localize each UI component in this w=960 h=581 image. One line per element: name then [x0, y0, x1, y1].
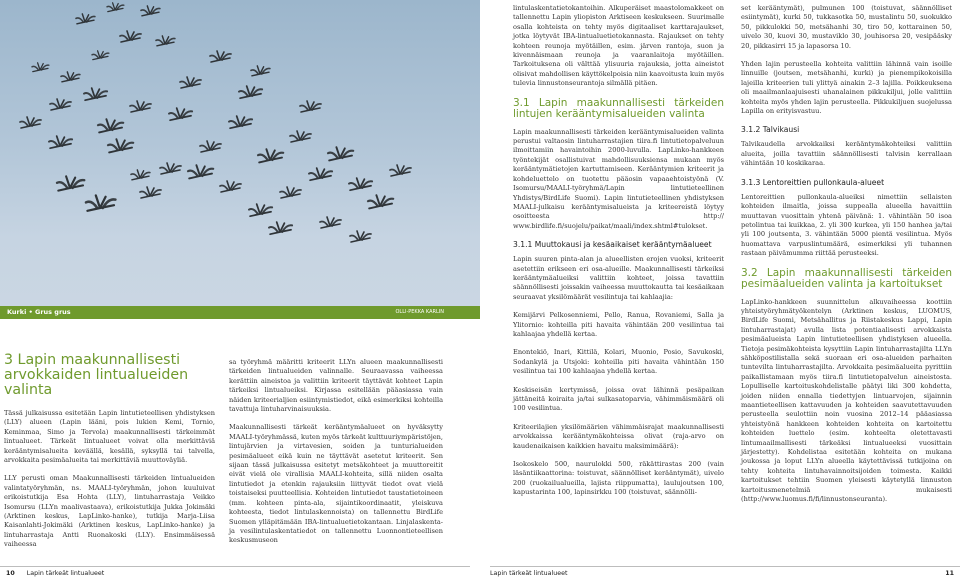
- paragraph: Tässä julkaisussa esitetään Lapin lintutieteellisen yhdistyksen (LLY) alueen (Lapin lääni, pois lukien Kemi, Tornio, Keminmaa, Simo ja Tervola) maakunnallisesti tärkeimmät lintualueet. Tärkeät lintualueet voivat olla merkittäviä kerääntymisalueita keväällä, kesällä, syksyllä tai talvella, arvokkaita pesimäalueita tai merkittäviä muuttoväyliä.: [4, 409, 215, 465]
- paragraph: Isokoskelo 500, naurulokki 500, räkättirastas 200 (vain läsäntiikaattorina: toistuvat, säännölliset kerääntymät), uivelo 200 (ruokailualueilla, lajista riippumatta), laulujoutsen 100, kapustarinta 100, lapinsirkku 100 (toistuvat, säännölli-: [513, 460, 724, 497]
- crane-silhouette: [140, 187, 161, 198]
- crane-silhouette: [32, 63, 49, 72]
- paragraph: Lapin maakunnallisesti tärkeiden kerääntymisalueiden valinta perustui valtaosin lintuharrastajien tiira.fi lintutietopalveluun ilmoittamiin havaintoihin 2000-luvulla. LapLinko-hankkeen työntekijät osallistuivat mahdollisuuksiensa mukaan myös kerääntymätietojen kartuttamiseen. Kerääntymien kriteerit ja kohdeluettelo on tuotettu pääosin vapaaehtoistyönä (V. Isomursu/MAALI-työryhmä/Lapin lintutieteellinen Yhdistys/BirdLife Suomi). Lapin lintutieteellinen yhdistyksen MAALI-julkaisu kerääntymisalueista ja kriteereistä löytyy osoitteesta http:// www.birdlife.fi/suojelu/paikat/maali/index.shtml#tulokset.: [513, 127, 724, 230]
- section-heading-3-1-2: 3.1.2 Talvikausi: [741, 125, 800, 135]
- crane-silhouette: [258, 149, 283, 162]
- page-number: 11: [945, 570, 954, 577]
- paragraph: Lapin suuren pinta-alan ja alueellisten erojen vuoksi, kriteerit asetettiin erikseen eri osa-alueille. Maakunnallisesti tärkeiksi kerääntymäalueiksi valittiin kohteet, joissa tavattiin säännöllisesti joissakin vaiheessa muuttokautta tai kesäaikaan seuraavat yksilömäärät vesilintuja tai kahlaajia:: [513, 255, 724, 301]
- cranes-photo: [0, 0, 480, 318]
- crane-silhouette: [156, 36, 175, 46]
- crane-silhouette: [280, 187, 301, 198]
- crane-silhouette: [61, 72, 80, 82]
- section-heading-3-1: 3.1 Lapin maakunnallisesti tärkeiden lintujen kerääntymisalueiden valinta: [513, 96, 724, 121]
- crane-silhouette: [49, 136, 72, 148]
- crane-silhouette: [92, 51, 109, 60]
- footer-title: Lapin tärkeät lintualueet: [490, 570, 568, 577]
- left-footer: [6, 570, 104, 577]
- paragraph: Kriteerilajien yksilömäärien vähimmäisrajat maakunnallisesti arvokkaissa kerääntymäkohteissa olivat (raja-arvo on kaudenaikaisen kaikkien havaitu maksimimäärä):: [513, 422, 724, 450]
- crane-silhouette: [309, 168, 332, 180]
- crane-silhouette: [350, 231, 371, 242]
- footer-rule: [490, 566, 960, 567]
- crane-silhouette: [130, 101, 151, 112]
- photo-caption: Kurki • Grus grus: [7, 308, 71, 316]
- flying-cranes-illustration: [0, 0, 480, 318]
- crane-silhouette: [328, 147, 353, 160]
- right-column-1: [513, 4, 724, 507]
- crane-silhouette: [300, 101, 321, 112]
- crane-silhouette: [86, 195, 115, 210]
- paragraph: Enontekiö, Inari, Kittilä, Kolari, Muonio, Posio, Savukoski, Sodankylä ja Utsjoki: kohteilla piti havaita vähintään 150 vesilintua tai 100 kahlaajaa yhdellä kertaa.: [513, 348, 724, 376]
- photo-caption-bar: [0, 306, 480, 319]
- paragraph: Yhden lajin perusteella kohteita valittiin lähinnä vain isoille linnuille (joutsen, metsähanhi, kurki) ja pienempikokoisilla lajeilla kriteerien tuli ylittyä ainakin 2–3 lajilla. Poikkeuksena oli maailmanlaajuisesti uhanalainen pikkukiljui, jolle valittiin kohteita myös yhden lajin perusteella. Pikkukiljuen suojelussa Lapilla on erityisvastuu.: [741, 60, 952, 116]
- crane-silhouette: [269, 222, 292, 234]
- crane-silhouette: [108, 139, 133, 152]
- crane-silhouette: [320, 217, 341, 228]
- section-heading-3-1-3: 3.1.3 Lentoreittien pullonkaula-alueet: [741, 177, 885, 187]
- paragraph: Maakunnallisesti tärkeät kerääntymäalueet on hyväksytty MAALI-työryhmässä, kuten myös tärkeät kulttuuriympäristöjen, lintujärvien ja virtavesien, soiden ja tunturialueiden pesimäalueet eikä kuin ne täyttävät asetetut kriteerit. Sen sijaan tässä julkaisussa esitetyt metsäkohteet ja muuttoreitit eivät vielä ole virallisia MAALI-kohteita, sillä niiden osalta lintutiedot ja etenkin rajauksiin liittyvät tiedot ovat vielä toistaiseksi puutteellisia. Kohteiden lintutiedot taustatietoineen (mm. kohteen pinta-ala, sijaintikoordinaatit, yleiskuva kohteesta, tiedot lintulaskennoista) on tallennettu BirdLife Suomen ylläpitämään IBA-lintualuetietokantaan. Linjalaskenta- ja vesilintulaskentatiedot on tallennettu Luonnontieteellisen keskusmuseon: [229, 423, 443, 545]
- footer-rule: [0, 566, 470, 567]
- footer-title: Lapin tärkeät lintualueet: [26, 570, 105, 577]
- crane-silhouette: [188, 165, 213, 178]
- paragraph: Lentoreittien pullonkaula-alueiksi nimettiin sellaisten kohteiden ilmaitla, joissa suppealla alueella havaittiin muuttavan vuosittain yhtenä päivänä: 1. vähintään 50 isoa petolintua tai kuikkaa, 2. yli 300 kurkea, yli 150 hanhea ja/tai yli 100 joutsenta, 3. vähintään 5000 pientä vesilintua. Myös huomattava varpuslintumäärä, esimerkiksi yli tuhannen rastaan päivämumma riittää perusteeksi.: [741, 192, 952, 258]
- crane-silhouette: [84, 88, 107, 100]
- paragraph: set kerääntymät), pulmunen 100 (toistuvat, säännölliset esiintymät), kurki 50, tukkasotka 50, mustalintu 50, suokukko 50, pikkulokki 50, metsähanhi 30, tiro 50, kottarainen 50, uivelo 30, kuovi 30, mustaviklo 30, jouhisorsa 20, vesipääsky 20, pikkasirri 15 ja lapasorsa 10.: [741, 4, 952, 50]
- page-number: 10: [6, 570, 15, 577]
- crane-silhouette: [141, 6, 160, 16]
- crane-silhouette: [290, 131, 311, 142]
- chapter-title: 3 Lapin maakunnallisesti arvokkaiden lintualueiden valinta: [4, 352, 189, 398]
- crane-silhouette: [220, 181, 241, 192]
- paragraph: LapLinko-hankkeen suunnittelun alkuvaiheessa koottiin yhteistyöryhmätyökentelyn (Arktinen keskus, LUOMUS, BirdLife Suomi, Metsähallitus ja Riistakeskus Lappi, Lapin lintuharrastajat) avulla lista potentiaalisesti arvokkaista pesimäalueista Lapin lintutieteellisen yhdistyksen alueella. Tietoja pesimäkohteista kysyttiin Lapin lintuharrastajilta LLYn sähköpostilistalla sekä suoraan eri osa-alueiden parhaiten tuntevilta lintuharrastajilta. Arvokkaita pesimäalueita pyrittiin paikallistamaan myös tiira.fi lintutietopalvelun aineistosta. Lopulliselle kartoituskohdelistalle päätyi liki 300 kohdetta, joiden niiden ennalla tiedettyjen lintuarvojen, sijainnin maantieteellisen kattavuuden ja kohteiden saavutettavuuden perusteella seulottiin noin vuosina 2012–14 pääasiassa yhteistyönä hankkeen kohteiden kohteita on kartoitettu kohteiden luettelo (esim. kohteelta oletettavasti lintumaailmallisesti tärkeäksi lintualueeksi vuosittain järjestetty). Kohdelistaa esitetään kohteita on mukana joukossa ja loput LLYn alueella käytettävissä tutkijoina on tehty kohteita lintuhavainnoitsijoiden toimesta. Kaikki kartoitukset tehtiin Suomen yleisesti käytetyllä linnuston kartoitusmenetelmiä mukaisesti (http://www.luomus.fi/fi/linnustonseuranta).: [741, 297, 952, 504]
- crane-silhouette: [120, 31, 141, 42]
- crane-silhouette: [349, 178, 372, 190]
- crane-silhouette: [98, 119, 123, 132]
- paragraph: Talvikaudella arvokkaiksi kerääntymäkohteiksi valittiin alueita, joilla tavattiin säännöllisesti talvisin kerrallaan vähintään 10 koskikaraa.: [741, 140, 952, 168]
- crane-silhouette: [229, 116, 252, 128]
- paragraph: Keskiseisän kertymissä, joissa ovat lähinnä pesäpaikan jättäneitä koiraita ja/tai sulkasatoparvia, vähimmäismäärä oli 100 vesilintua.: [513, 385, 724, 413]
- crane-silhouette: [210, 51, 231, 62]
- photo-credit: OLLI-PEKKA KARLIN: [395, 309, 444, 315]
- paragraph: lintulaskentatietokantoihin. Alkuperäiset maastolomakkeet on tallennettu Lapin yliopiston Arktiseen keskukseen. Suurimalle osalla kohteista on tehty myös digitaaliset karttarajaukset, jotka löytyvät IBA-lintualuetietokannasta. Rajaukset on tehty kohteen reunoja myötäillen, esim. järven rantoja, suon ja kivennäismaan reunoja ja vaaranlaitoja myötäillen. Tarkoituksena oli välttää ylisuuria rajauksia, jotta aineistot olisivat mahdollisen käyttökelpoisia niin kaavoitusta kuin myös tulevia linnustonseurantoja silmällä pitäen.: [513, 4, 724, 88]
- crane-silhouette: [200, 141, 221, 152]
- crane-silhouette: [50, 99, 71, 110]
- crane-silhouette: [76, 14, 95, 24]
- crane-silhouette: [249, 204, 272, 216]
- paragraph: sa työryhmä määritti kriteerit LLYn alueen maakunnallisesti tärkeiden lintualueiden valinnalle. Seuraavassa vaiheessa kerättiin aineistoa ja valittiin kriteerit täyttävät kohteet Lapin tärkeiksi lintualueiksi. Kirjassa esitellään pääasiassa vain näiden kriteerialjien esiintymistiedot, eikä esimerkiksi kohteilla tavattuja lintuharvinaisuuksia.: [229, 358, 443, 414]
- crane-silhouette: [57, 176, 84, 190]
- paragraph: Kemijärvi Pelkosenniemi, Pello, Ranua, Rovaniemi, Salla ja Ylitornio: kohteilla piti havaita vähintään 200 vesilintua tai kahlaajaa yhdellä kertaa.: [513, 311, 724, 338]
- crane-silhouette: [20, 117, 41, 128]
- crane-silhouette: [131, 170, 150, 180]
- crane-silhouette: [368, 195, 393, 208]
- right-column-2: [741, 4, 952, 513]
- paragraph: LLY perusti oman Maakunnallisesti tärkeiden lintualueiden valintatyöryhmän, ns. MAALI-työryhmän, johon kuuluivat erikoistutkija Esa Hohta (LLY), lintuharrastaja Veikko Isomursu (LLYn maalivastaava), erikoistutkija Jukka Jokimäki (Arktinen keskus, LapLinko-hanke), tutkija Marja-Liisa Kaisanlahti-Jokimäki (Arktinen keskus, LapLinko-hanke) ja lintuharrastaja Antti Ruonakoski (LLY). Ensimmäisessä vaiheessa: [4, 474, 215, 549]
- crane-silhouette: [169, 108, 192, 120]
- section-heading-3-1-1: 3.1.1 Muuttokausi ja kesäaikaiset kerääntymäalueet: [513, 240, 712, 250]
- section-heading-3-2: 3.2 Lapin maakunnallisesti tärkeiden pesimäalueiden valinta ja kartoitukset: [741, 266, 952, 291]
- right-footer: [490, 570, 954, 577]
- crane-silhouette: [160, 163, 181, 174]
- crane-silhouette: [251, 66, 270, 76]
- crane-silhouette: [107, 3, 124, 12]
- crane-silhouette: [239, 86, 262, 98]
- left-column-2: [229, 358, 443, 555]
- crane-silhouette: [180, 77, 201, 88]
- crane-silhouette: [390, 165, 411, 176]
- left-column-1: [4, 409, 215, 559]
